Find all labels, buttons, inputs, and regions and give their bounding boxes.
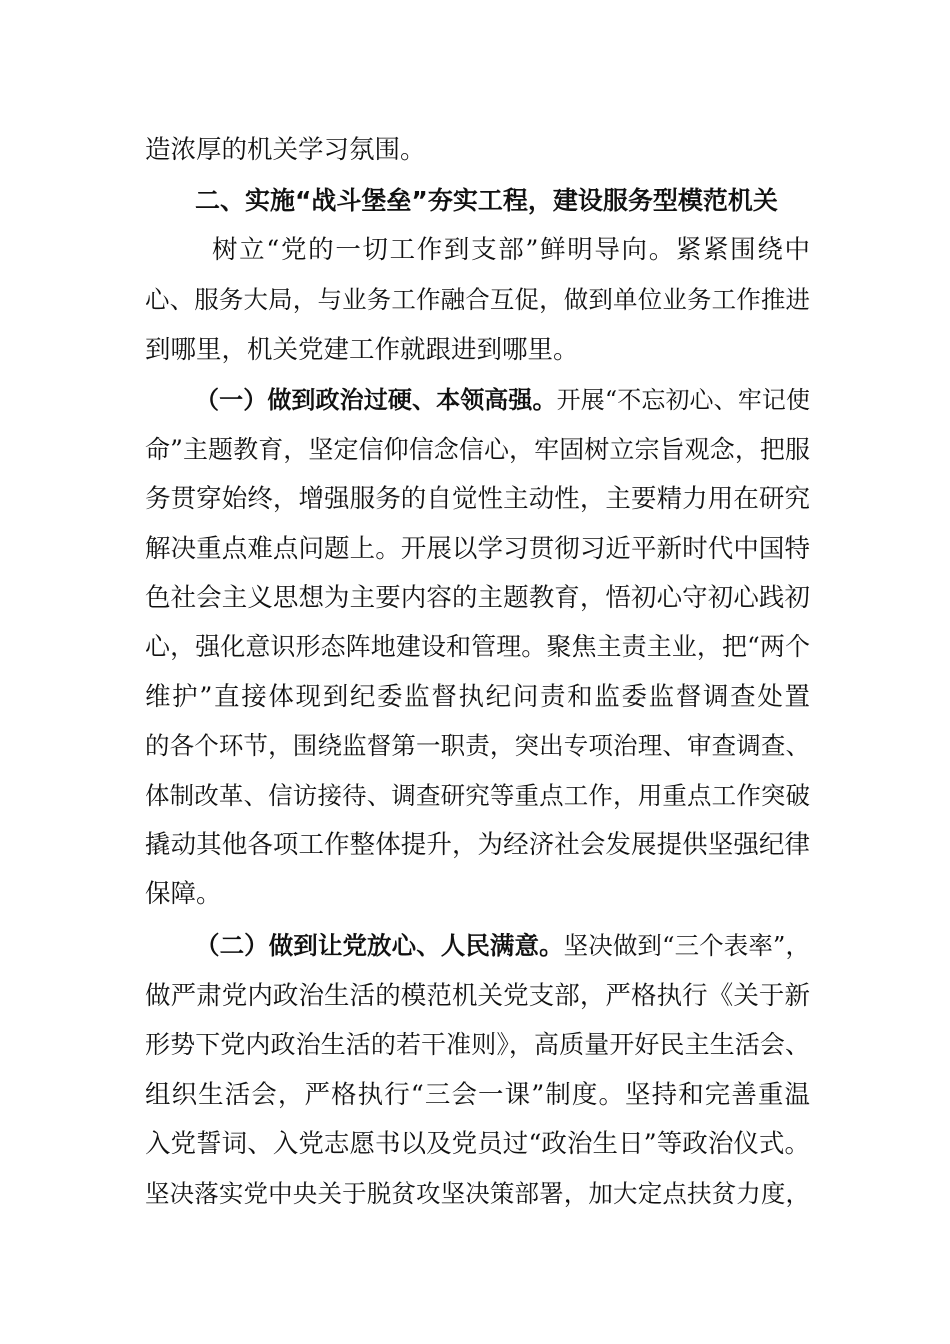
text-line: 保障。 <box>145 879 222 909</box>
text-line: 形势下党内政治生活的若干准则》，高质量开好民主生活会、 <box>145 1030 810 1059</box>
text-line: 心、服务大局，与业务工作融合互促，做到单位业务工作推进 <box>145 285 810 314</box>
text-line: 解决重点难点问题上。开展以学习贯彻习近平新时代中国特 <box>145 534 810 564</box>
text-line: 撬动其他各项工作整体提升，为经济社会发展提供坚强纪律 <box>145 830 810 860</box>
text-line: 坚决落实党中央关于脱贫攻坚决策部署，加大定点扶贫力度， <box>145 1179 810 1208</box>
text-line: 心，强化意识形态阵地建设和管理。聚焦主责主业，把“两个 <box>145 632 810 661</box>
text-line: 到哪里，机关党建工作就跟进到哪里。 <box>145 335 579 365</box>
text-line: 命”主题教育，坚定信仰信念信心，牢固树立宗旨观念，把服 <box>145 435 810 464</box>
subsection-marker: （一） <box>195 386 268 414</box>
text-line: 务贯穿始终，增强服务的自觉性主动性，主要精力用在研究 <box>145 484 810 514</box>
section-heading: 二、实施“战斗堡垒”夯实工程，建设服务型模范机关 <box>195 186 778 215</box>
text-line: 的各个环节，围绕监督第一职责，突出专项治理、审查调查、 <box>145 731 810 760</box>
text-line: 造浓厚的机关学习氛围。 <box>145 135 426 165</box>
text-line: 体制改革、信访接待、调查研究等重点工作，用重点工作突破 <box>145 781 810 810</box>
subsection-title: 做到让党放心、人民满意。 <box>268 931 564 960</box>
subsection-title: 做到政治过硬、本领高强。 <box>267 386 557 414</box>
subsection-first-line: （二）做到让党放心、人民满意。坚决做到“三个表率”， <box>195 931 810 960</box>
text-line: 组织生活会，严格执行“三会一课”制度。坚持和完善重温 <box>145 1080 810 1110</box>
subsection-marker: （二） <box>195 931 269 960</box>
text-line: 维护”直接体现到纪委监督执纪问责和监委监督调查处置 <box>145 682 810 712</box>
text-line: 色社会主义思想为主要内容的主题教育，悟初心守初心践初 <box>145 583 810 613</box>
text-line: 入党誓词、入党志愿书以及党员过“政治生日”等政治仪式。 <box>145 1129 810 1159</box>
text-line: 做严肃党内政治生活的模范机关党支部，严格执行《关于新 <box>145 981 810 1011</box>
subsection-first-line: （一）做到政治过硬、本领高强。开展“不忘初心、牢记使 <box>195 386 810 414</box>
paragraph-first-line: 树立“党的一切工作到支部”鲜明导向。紧紧围绕中 <box>212 235 810 265</box>
